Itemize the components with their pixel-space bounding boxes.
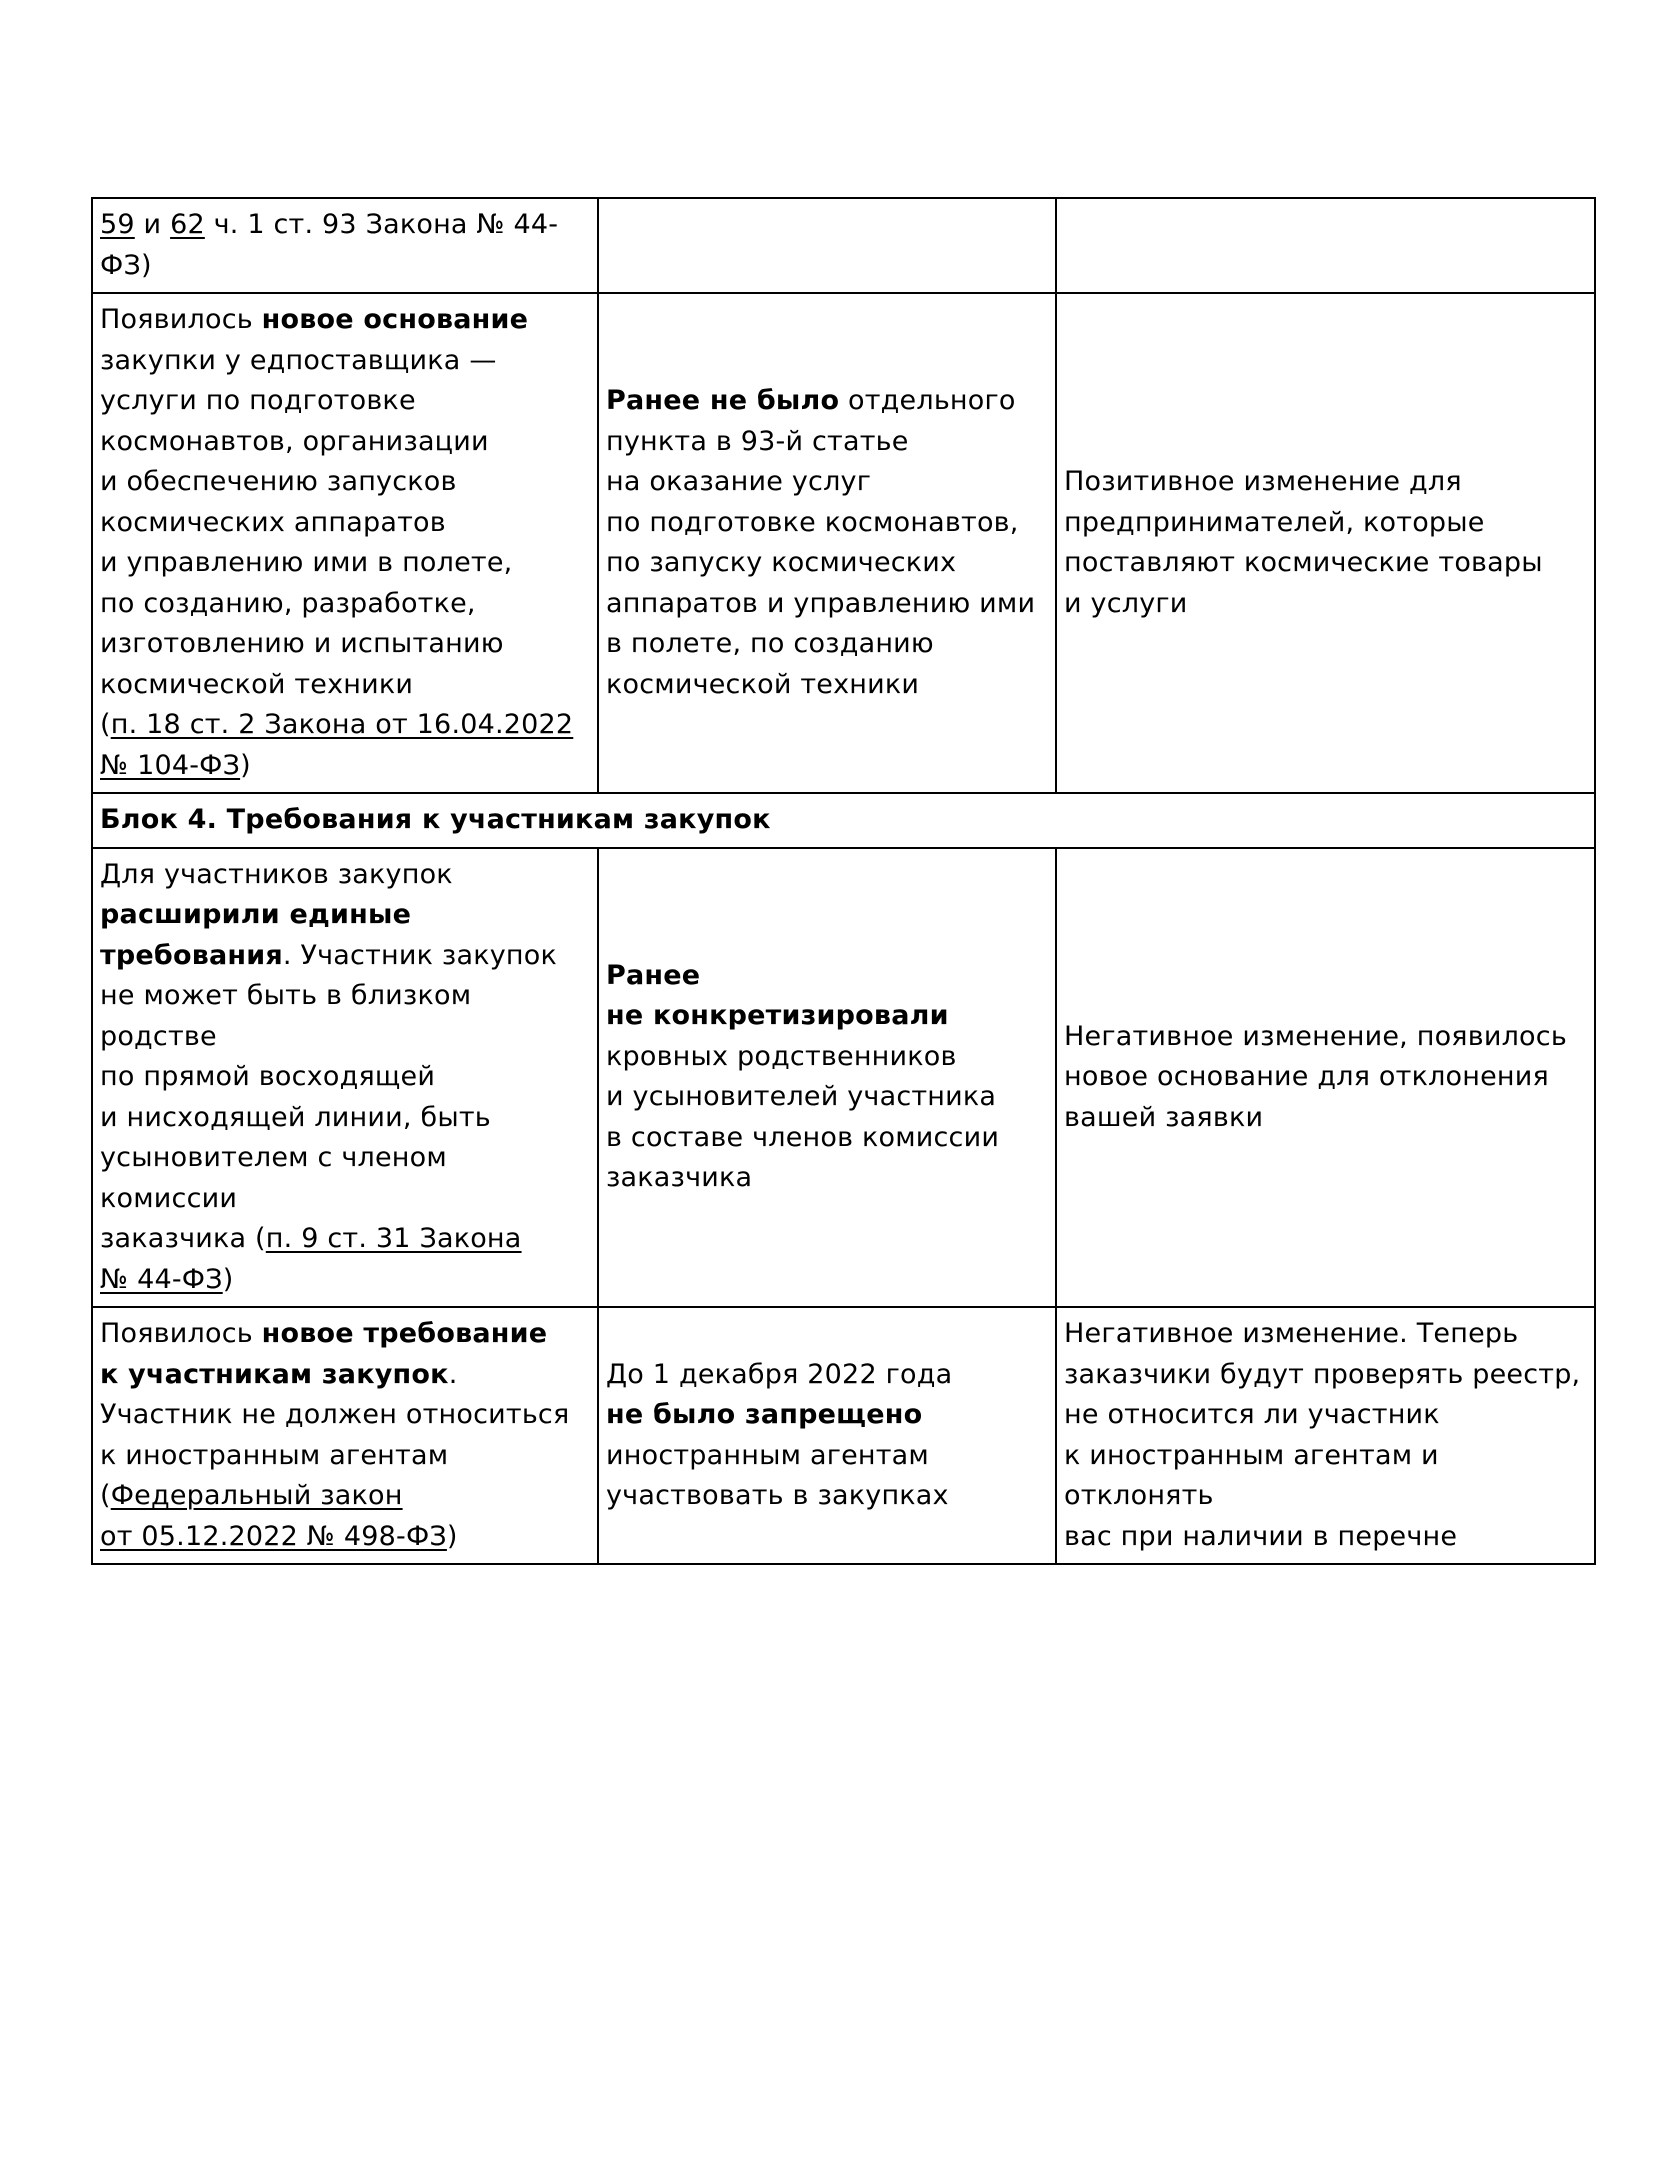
cell-change: Для участников закупок расширили единые требования. Участник закупок не может быть в близком родстве по прямой восходящей и нисходящей линии, быть усыновителем с членом комиссии заказчика (п. 9 ст. 31 Закона № 44-ФЗ) [92,848,598,1308]
cell-before: Ранее не конкретизировали кровных родственников и усыновителей участника в составе членов комиссии заказчика [598,848,1056,1308]
cell-evaluation: Негативное изменение. Теперь заказчики будут проверять реестр, не относится ли участник к иностранным агентам и отклонять вас при наличии в перечне [1056,1307,1595,1564]
table-row [92,293,1595,793]
law-link-federal-law[interactable]: Федеральный закон [110,1480,403,1511]
law-link-44fz-number[interactable]: № 44-ФЗ [100,1263,223,1295]
cell-evaluation: Негативное изменение, появилось новое основание для отклонения вашей заявки [1056,848,1595,1308]
cell-change: Появилось новое требование к участникам закупок. Участник не должен относиться к иностранным агентам (Федеральный закон от 05.12.2022 № 498-ФЗ) [92,1307,598,1564]
law-link-31-44fz[interactable]: п. 9 ст. 31 Закона [265,1223,522,1254]
cell-evaluation [1056,198,1595,293]
cell-evaluation: Позитивное изменение для предпринимателей, которые поставляют космические товары и услуги [1056,293,1595,793]
table-row-block-header [92,793,1595,848]
table-row [92,198,1595,293]
cell-before: До 1 декабря 2022 года не было запрещено иностранным агентам участвовать в закупках [598,1307,1056,1564]
cell-change: Появилось новое основание закупки у едпоставщика — услуги по подготовке космонавтов, организации и обеспечению запусков космических аппаратов и управлению ими в полете, по созданию, разработке, изготовлению и испытанию космической техники (п. 18 ст. 2 Закона от 16.04.2022 № 104-ФЗ) [92,293,598,793]
cell-change: 59 и 62 ч. 1 ст. 93 Закона № 44- ФЗ) [92,198,598,293]
table-row [92,848,1595,1308]
law-link-104fz[interactable]: п. 18 ст. 2 Закона от 16.04.2022 [110,709,574,740]
cell-before: Ранее не было отдельного пункта в 93-й статье на оказание услуг по подготовке космонавтов, по запуску космических аппаратов и управлению ими в полете, по созданию космической техники [598,293,1056,793]
law-link-498fz[interactable]: от 05.12.2022 № 498-ФЗ [100,1520,447,1552]
table-row [92,1307,1595,1564]
legislation-changes-table [91,197,1596,1565]
law-link-104fz-number[interactable]: № 104-ФЗ [100,749,241,781]
law-link-62[interactable]: 62 [170,209,205,240]
block-header: Блок 4. Требования к участникам закупок [92,793,1595,848]
cell-before [598,198,1056,293]
law-link-59[interactable]: 59 [100,209,135,240]
